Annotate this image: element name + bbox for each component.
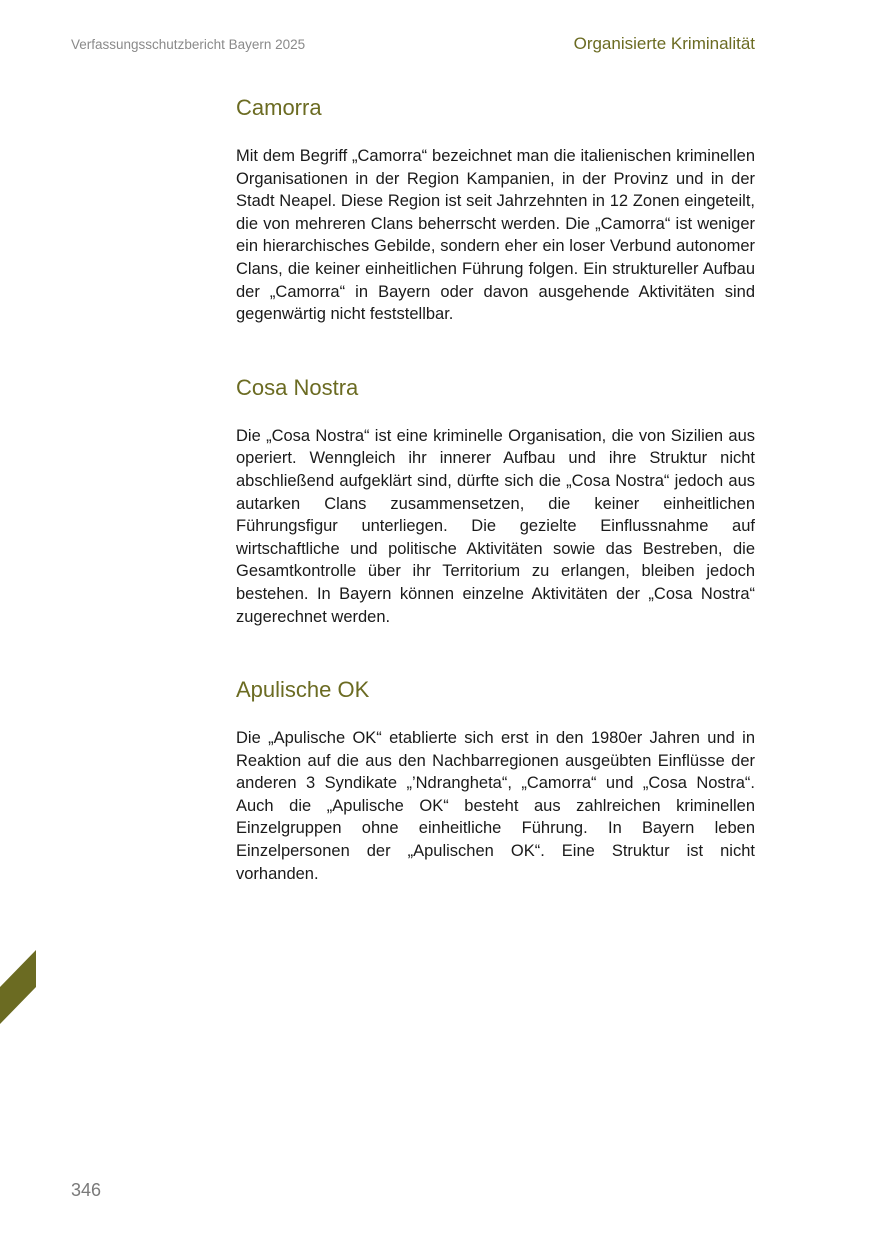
section-title: Apulische OK: [236, 677, 370, 703]
section-cosa-nostra: [236, 374, 755, 628]
section-body: Die „Apulische OK“ etablierte sich erst in den 1980er Jahren und in Reaktion auf die aus den Nachbarregionen ausgeübten Einflüsse der anderen 3 Syndikate „’Ndrangheta“, „Camorra“ und „Cosa Nostra“. Auch die „Apulische OK“ besteht aus zahlreichen kriminellen Einzelgruppen ohne einheitliche Führung. In Bayern leben Einzelpersonen der „Apulischen OK“. Eine Struktur ist nicht vorhanden.: [236, 729, 755, 883]
corner-tab-mark: [0, 950, 36, 1024]
section-body: Mit dem Begriff „Camorra“ bezeichnet man die italienischen kriminellen Organisationen in der Region Kampanien, in der Provinz und in der Stadt Neapel. Diese Region ist seit Jahrzehnten in 12 Zonen eingeteilt, die von mehreren Clans beherrscht werden. Die „Camorra“ ist weniger ein hierarchisches Gebilde, sondern eher ein loser Verbund autonomer Clans, die keiner einheitlichen Führung folgen. Ein struktureller Aufbau der „Camorra“ in Bayern oder davon ausgehende Aktivitäten sind gegenwärtig nicht feststellbar.: [236, 147, 755, 324]
section-apulische-ok: [236, 676, 755, 885]
page-number: 346: [71, 1180, 102, 1200]
running-head-publication: Verfassungsschutzbericht Bayern 2025: [71, 37, 306, 52]
section-camorra: [236, 94, 755, 326]
corner-tab-shape: [0, 950, 36, 1024]
section-title: Cosa Nostra: [236, 374, 359, 400]
main-content: [236, 94, 755, 885]
section-title: Camorra: [236, 95, 322, 120]
running-head-chapter: Organisierte Kriminalität: [573, 34, 755, 53]
section-body: Die „Cosa Nostra“ ist eine kriminelle Organisation, die von Sizilien aus operiert. Wenngleich ihr innerer Aufbau und ihre Struktur nicht abschließend aufgeklärt sind, dürfte sich die „Cosa Nostra“ jedoch aus autarken Clans zusammensetzen, die keiner einheitlichen Führungsfigur unterliegen. Die gezielte Einflussnahme auf wirtschaftliche und politische Aktivitäten sowie das Bestreben, die Gesamtkontrolle über ihr Territorium zu erlangen, bleiben jedoch bestehen. In Bayern können einzelne Aktivitäten der „Cosa Nostra“ zugerechnet werden.: [236, 426, 755, 626]
